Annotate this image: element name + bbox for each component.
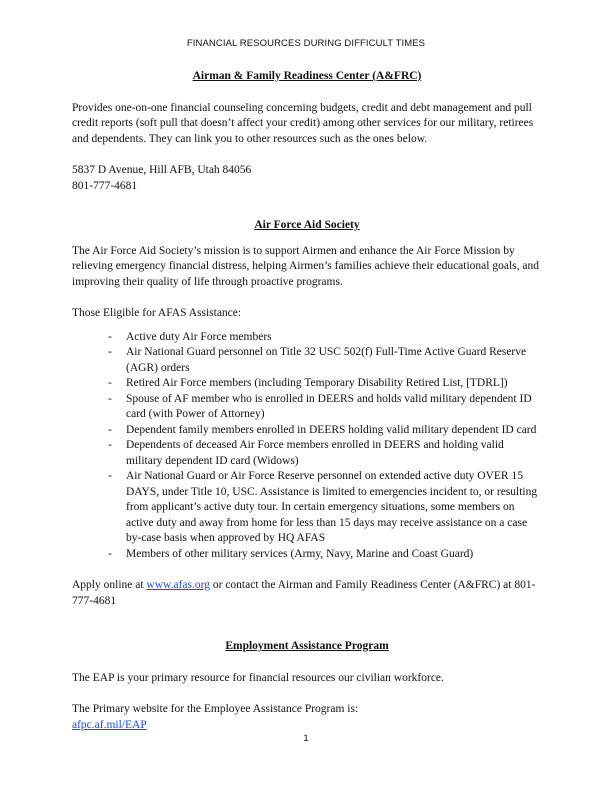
list-item xyxy=(72,469,542,547)
bullet-dash: - xyxy=(108,423,112,436)
list-item-text: Retired Air Force members (including Temporary Disability Retired List, [TDRL]) xyxy=(126,377,508,389)
afas-website-link[interactable]: www.afas.org xyxy=(146,579,210,591)
document-body xyxy=(72,69,542,733)
list-item xyxy=(72,438,542,469)
bullet-dash: - xyxy=(108,346,112,358)
afas-apply-paragraph xyxy=(72,578,542,609)
apply-suffix: or contact the Airman and Family Readiness Center (A&FRC) at 801-777-4681 xyxy=(72,579,536,607)
apply-prefix: Apply online at xyxy=(72,579,147,591)
eap-intro: The EAP is your primary resource for financial resources our civilian workforce. xyxy=(72,671,444,684)
list-item-text: Air National Guard or Air Force Reserve personnel on extended active duty OVER 15 DAYS, under Title 10, USC. Assistance is limited to emergencies incident to, or resulting from applicant’s active duty tour. In certain emergency situations, some members on active duty and away from home for less than 15 days may receive assistance on a case by-case basis when approved by HQ AFAS xyxy=(126,470,538,544)
list-item-text: Air National Guard personnel on Title 32 USC 502(f) Full-Time Active Guard Reserve (AGR) orders xyxy=(126,346,527,374)
eap-website-label: The Primary website for the Employee Assistance Program is: xyxy=(72,703,359,715)
eap-website-link[interactable]: afpc.af.mil/EAP xyxy=(72,718,147,731)
list-item xyxy=(72,330,542,346)
list-item xyxy=(72,547,542,563)
list-item-text: Dependents of deceased Air Force members enrolled in DEERS and holding valid military dependent ID card (Widows) xyxy=(126,439,504,467)
eap-section-title: Employment Assistance Program xyxy=(225,640,389,652)
list-item xyxy=(72,376,542,392)
list-item xyxy=(72,392,542,423)
eap-link-line xyxy=(72,718,542,734)
list-item xyxy=(72,345,542,376)
afrc-section-title: Airman & Family Readiness Center (A&FRC) xyxy=(192,70,422,82)
afas-section-title: Air Force Aid Society xyxy=(254,219,360,231)
afas-eligible-list xyxy=(72,330,542,563)
running-header: FINANCIAL RESOURCES DURING DIFFICULT TIMES xyxy=(186,38,426,49)
bullet-dash: - xyxy=(108,330,112,343)
bullet-dash: - xyxy=(108,377,112,389)
list-item xyxy=(72,423,542,439)
bullet-dash: - xyxy=(108,547,112,560)
afrc-address: 5837 D Avenue, Hill AFB, Utah 84056 xyxy=(72,164,252,176)
list-item-text: Members of other military services (Army, Navy, Marine and Coast Guard) xyxy=(126,547,474,560)
afrc-description: Provides one-on-one financial counseling concerning budgets, credit and debt management and pull credit reports (soft pull that doesn’t affect your credit) among other services for our military, retirees and dependents. They can link you to other resources such as the ones below. xyxy=(72,101,534,145)
list-item-text: Spouse of AF member who is enrolled in DEERS and holds valid military dependent ID card (with Power of Attorney) xyxy=(126,392,532,420)
afrc-phone: 801-777-4681 xyxy=(72,179,138,192)
bullet-dash: - xyxy=(108,439,112,451)
list-item-text: Dependent family members enrolled in DEERS holding valid military dependent ID card xyxy=(126,423,537,436)
afas-eligible-heading: Those Eligible for AFAS Assistance: xyxy=(72,307,242,319)
afas-mission: The Air Force Aid Society’s mission is to support Airmen and enhance the Air Force Mission by relieving emergency financial distress, helping Airmen’s families achieve their educational goals, and improving their quality of life through proactive programs. xyxy=(72,244,539,288)
bullet-dash: - xyxy=(108,470,112,482)
page-number: 1 xyxy=(303,733,309,744)
list-item-text: Active duty Air Force members xyxy=(126,330,272,343)
bullet-dash: - xyxy=(108,392,112,405)
